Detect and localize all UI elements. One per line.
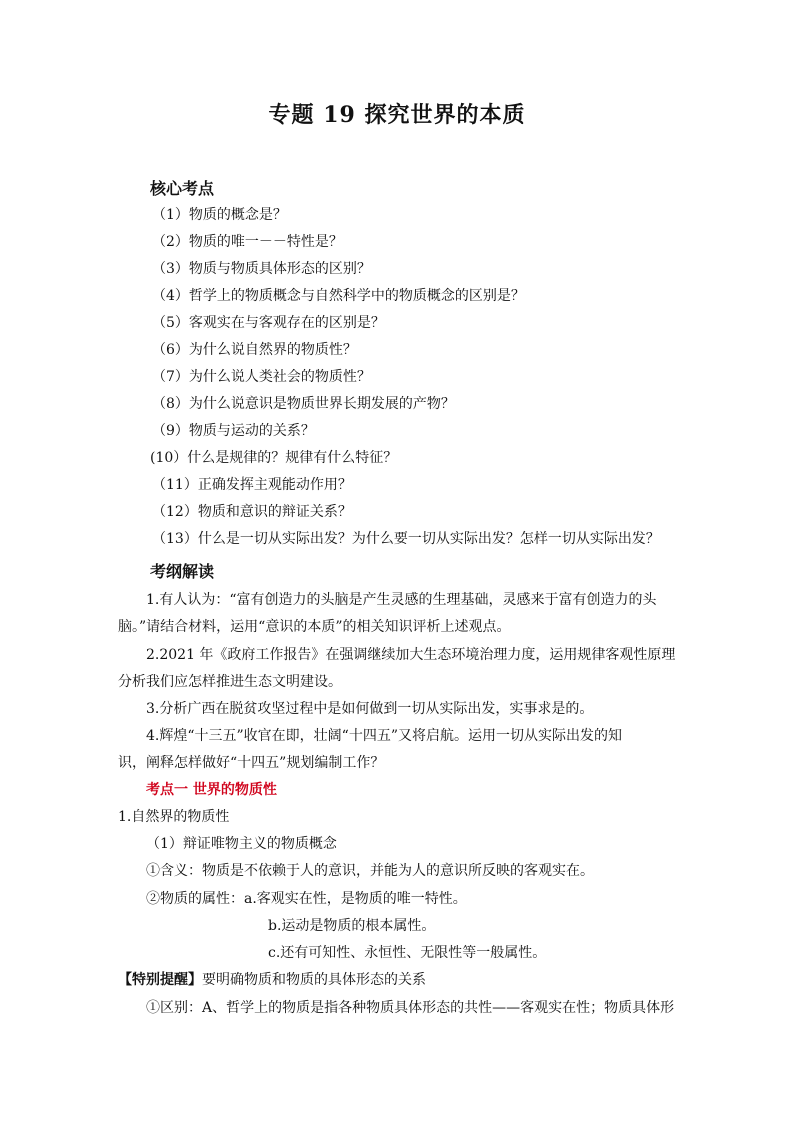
outline-line-6: 4.辉煌“十三五”收官在即，壮阔“十四五”又将启航。运用一切从实际出发的知 [146,728,622,744]
outline-heading: 考纲解读 [150,562,215,581]
outline-line-5: 3.分析广西在脱贫攻坚过程中是如何做到一切从实际出发，实事求是的。 [146,701,594,717]
section-line-4: ②物质的属性：a.客观实在性，是物质的唯一特性。 [146,891,467,907]
special-note-label: 【特别提醒】 [118,972,202,988]
section-line-5: b.运动是物质的根本属性。 [268,918,436,934]
section-line-7: ①区别：A、哲学上的物质是指各种物质具体形态的共性——客观实在性；物质具体形 [146,1000,675,1016]
core-item-2: （2）物质的唯一－－特性是？ [152,234,343,250]
outline-line-7: 识，阐释怎样做好“十四五”规划编制工作？ [118,755,385,771]
outline-line-1: 1.有人认为：“富有创造力的头脑是产生灵感的生理基础，灵感来于富有创造力的头 [146,592,657,608]
core-item-1: （1）物质的概念是？ [152,207,287,223]
core-item-8: （8）为什么说意识是物质世界长期发展的产物？ [152,396,455,412]
core-item-12: （12）物质和意识的辩证关系？ [152,504,352,520]
outline-line-4: 分析我们应怎样推进生态文明建设。 [118,674,342,690]
core-item-11: （11）正确发挥主观能动作用？ [152,477,352,493]
core-item-13: （13）什么是一切从实际出发？为什么要一切从实际出发？怎样一切从实际出发？ [152,531,660,547]
outline-line-2: 脑。”请结合材料，运用“意识的本质”的相关知识评析上述观点。 [118,619,511,635]
special-note [118,971,426,989]
document-title: 专题 19 探究世界的本质 [268,102,526,128]
section-line-2: （1）辩证唯物主义的物质概念 [146,836,337,852]
core-item-7: （7）为什么说人类社会的物质性？ [152,369,371,385]
core-item-6: （6）为什么说自然界的物质性？ [152,342,357,358]
core-heading: 核心考点 [150,179,215,198]
special-note-text: 要明确物质和物质的具体形态的关系 [202,972,426,988]
section-line-3: ①含义：物质是不依赖于人的意识，并能为人的意识所反映的客观实在。 [146,863,594,879]
core-item-5: （5）客观实在与客观存在的区别是？ [152,315,385,331]
section-heading: 考点一 世界的物质性 [146,782,277,798]
core-item-4: （4）哲学上的物质概念与自然科学中的物质概念的区别是？ [152,288,525,304]
core-item-3: （3）物质与物质具体形态的区别？ [152,261,371,277]
core-item-9: （9）物质与运动的关系？ [152,423,315,439]
core-item-10: (10）什么是规律的？规律有什么特征？ [150,450,398,466]
section-line-6: c.还有可知性、永恒性、无限性等一般属性。 [268,945,547,961]
outline-line-3: 2.2021 年《政府工作报告》在强调继续加大生态环境治理力度，运用规律客观性原理 [146,647,676,663]
section-line-1: 1.自然界的物质性 [118,809,230,825]
